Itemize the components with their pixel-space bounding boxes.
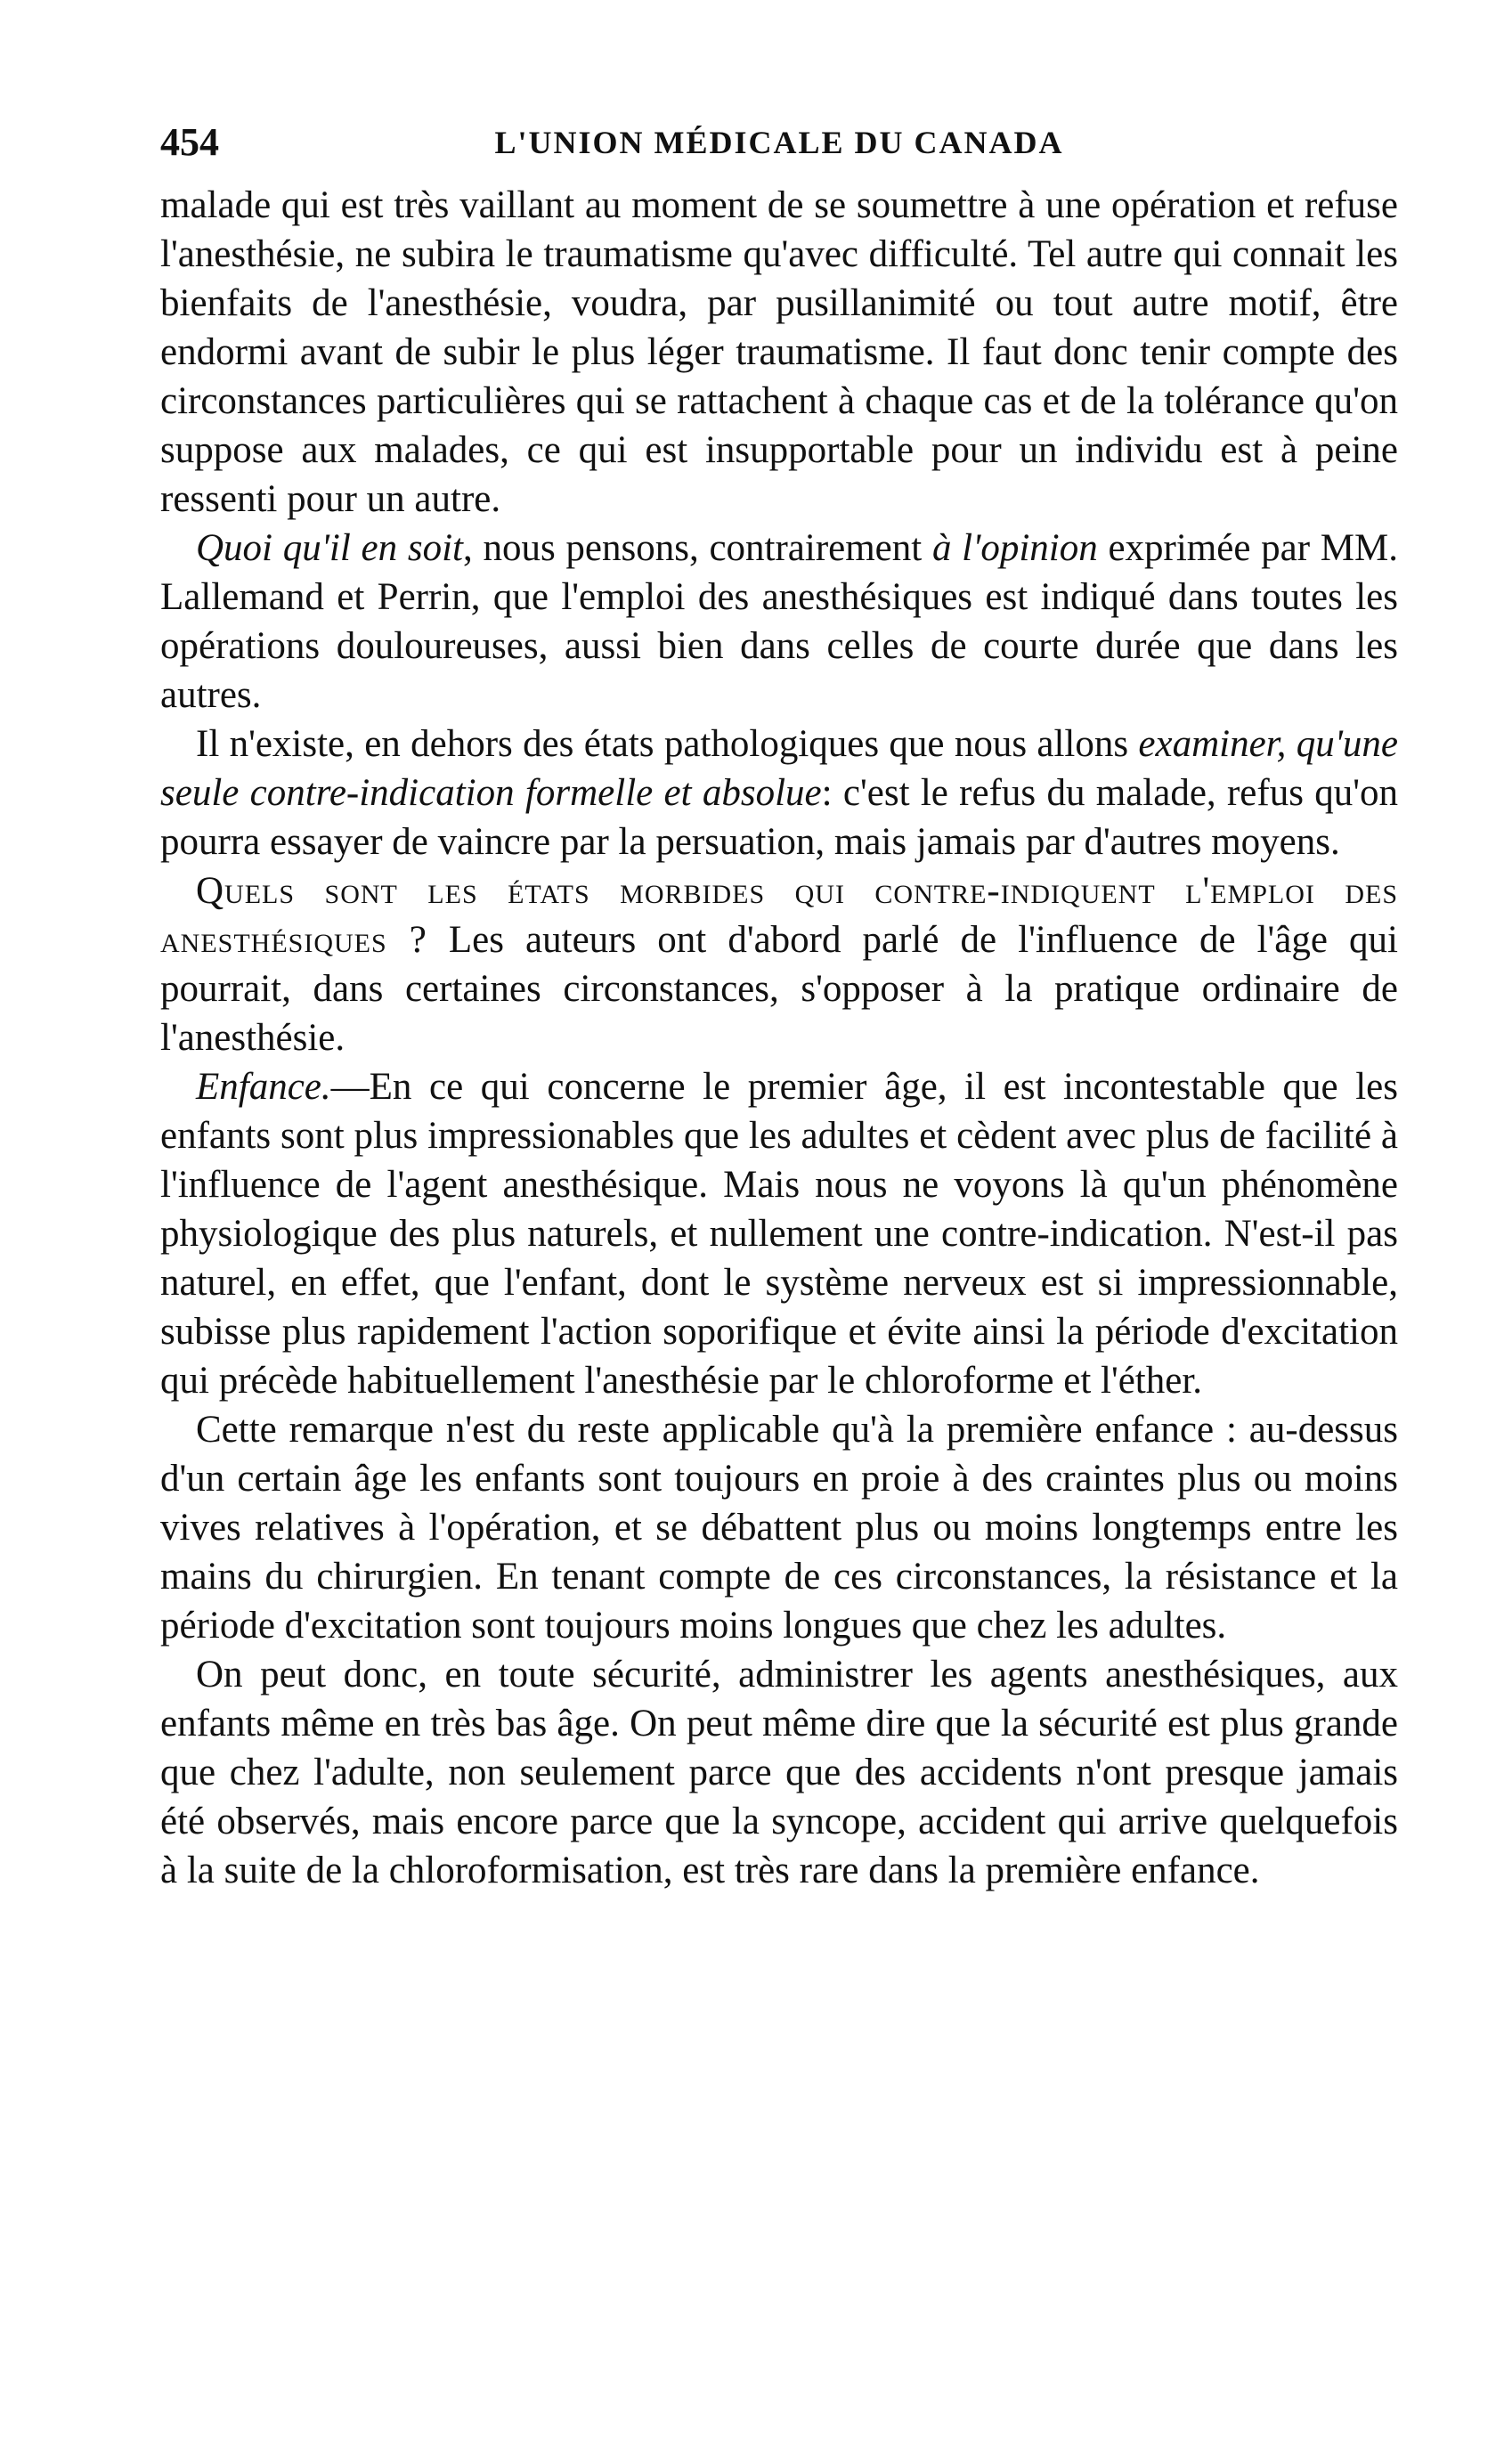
paragraph-2-italic-lead: Quoi qu'il en soit xyxy=(196,527,463,569)
page-number: 454 xyxy=(160,120,219,164)
body-text xyxy=(160,181,1398,1895)
page-header xyxy=(160,120,1398,174)
subheading-enfance: Enfance. xyxy=(196,1066,331,1108)
paragraph-1: malade qui est très vaillant au moment de se soumettre à une opération et refuse l'anesthésie, ne subira le traumatisme qu'avec difficulté. Tel autre qui connait les bienfaits de l'anesthésie, voudra, par pusillanimité ou tout autre motif, être endormi avant de subir le plus léger traumatisme. Il faut donc tenir compte des circonstances particulières qui se rattachent à chaque cas et de la tolérance qu'on suppose aux malades, ce qui est insupportable pour un individu est à peine ressenti pour un autre. xyxy=(160,184,1398,520)
paragraph-2-text-a: , nous pensons, contrairement xyxy=(462,527,932,569)
paragraph-2-italic-mid: à l'opinion xyxy=(931,527,1098,569)
paragraph-5 xyxy=(160,1062,1398,1405)
paragraph-3-italic: examiner, qu'une seule contre-indication formelle et absolue xyxy=(160,723,1398,814)
paragraph-3 xyxy=(160,720,1398,866)
paragraph-2-text-b: exprimée par MM. Lallemand et Perrin, que l'emploi des anesthésiques est indiqué dans toutes les opérations douloureuses, aussi bien dans celles de courte durée que dans les autres. xyxy=(160,527,1398,716)
paragraph-4 xyxy=(160,866,1398,1062)
paragraph-6: Cette remarque n'est du reste applicable qu'à la première enfance : au-dessus d'un certain âge les enfants sont toujours en proie à des craintes plus ou moins vives relatives à l'opération, et se débattent plus ou moins longtemps entre les mains du chirurgien. En tenant compte de ces circonstances, la résistance et la période d'excitation sont toujours moins longues que chez les adultes. xyxy=(160,1409,1398,1647)
paragraph-3-text-a: Il n'existe, en dehors des états pathologiques que nous allons xyxy=(196,723,1139,765)
paragraph-2 xyxy=(160,524,1398,720)
running-title: L'UNION MÉDICALE DU CANADA xyxy=(494,125,1064,160)
paragraph-5-text: —En ce qui concerne le premier âge, il est incontestable que les enfants sont plus impressionables que les adultes et cèdent avec plus de facilité à l'influence de l'agent anesthésique. Mais nous ne voyons là qu'un phénomène physiologique des plus naturels, et nullement une contre-indication. N'est-il pas naturel, en effet, que l'enfant, dont le système nerveux est si impressionnable, subisse plus rapidement l'action soporifique et évite ainsi la période d'excitation qui précède habituellement l'anesthésie par le chloroforme et l'éther. xyxy=(160,1066,1398,1402)
paragraph-4-text: Les auteurs ont d'abord parlé de l'influence de l'âge qui pourrait, dans certaines circonstances, s'opposer à la pratique ordinaire de l'anesthésie. xyxy=(160,919,1398,1059)
paragraph-3-text-b: : c'est le refus du malade, refus qu'on pourra essayer de vaincre par la persuation, mais jamais par d'autres moyens. xyxy=(160,772,1398,863)
paragraph-7: On peut donc, en toute sécurité, administrer les agents anesthésiques, aux enfants même en très bas âge. On peut même dire que la sécurité est plus grande que chez l'adulte, non seulement parce que des accidents n'ont presque jamais été observés, mais encore parce que la syncope, accident qui arrive quelquefois à la suite de la chloroformisation, est très rare dans la première enfance. xyxy=(160,1654,1398,1891)
section-heading-smallcaps: Quels sont les états morbides qui contre-indiquent l'emploi des anesthésiques ? xyxy=(160,870,1398,961)
document-page xyxy=(160,120,1398,1895)
